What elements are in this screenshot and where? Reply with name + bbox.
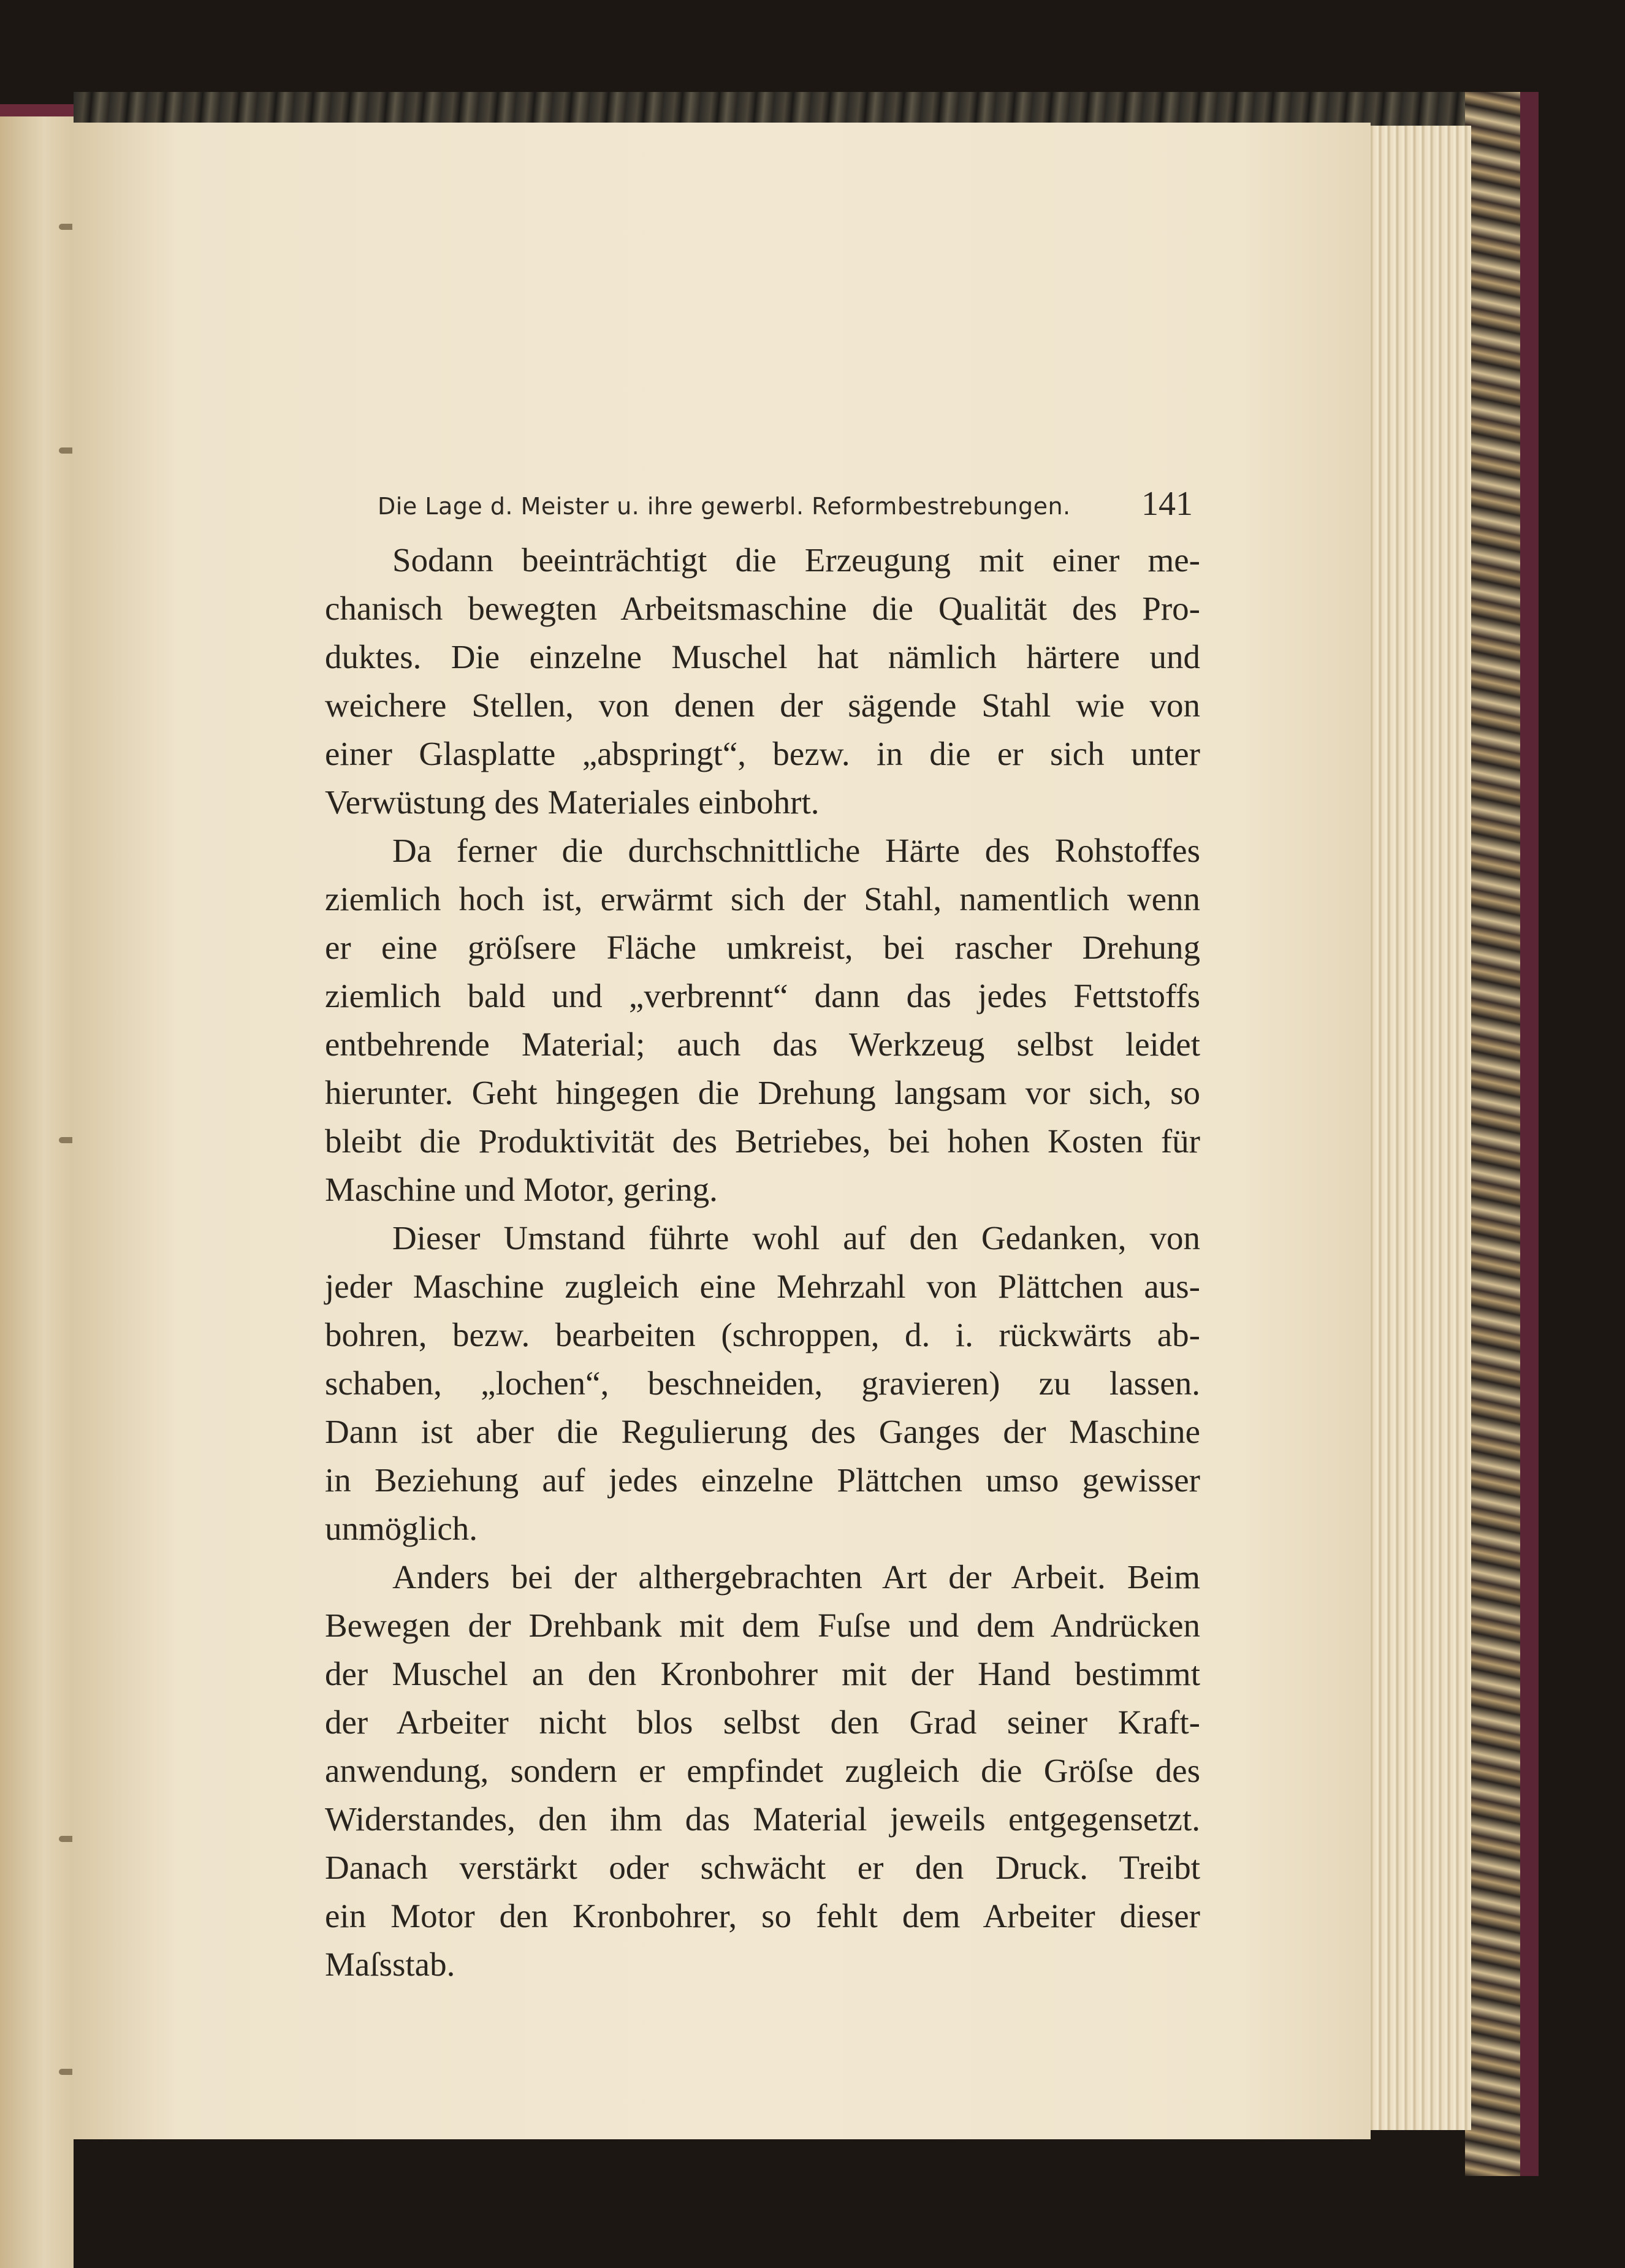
text-line: Anders bei der althergebrachten Art der Arbeit. Beim [392, 1558, 1200, 1596]
text-line: jeder Maschine zugleich eine Mehrzahl von Plättchen aus- [325, 1268, 1200, 1305]
running-head-title: Die Lage d. Meister u. ihre gewerbl. Reformbestrebungen. [378, 493, 1071, 520]
text-line: weichere Stellen, von denen der sägende Stahl wie von [325, 687, 1200, 724]
text-line: anwendung, sondern er empfindet zugleich die Gröſse des [325, 1752, 1200, 1789]
text-line: Bewegen der Drehbank mit dem Fuſse und dem Andrücken [325, 1607, 1200, 1644]
text-line: Da ferner die durchschnittliche Härte des Rohstoffes [392, 832, 1200, 869]
text-line: Dann ist aber die Regulierung des Ganges der Maschine [325, 1413, 1200, 1450]
cover-spine-edge [1520, 92, 1539, 2176]
text-line: Maſsstab. [325, 1946, 455, 1983]
page-number: 141 [1141, 485, 1193, 523]
book-page [72, 123, 1371, 2139]
paragraph [325, 826, 1200, 1214]
text-line: der Muschel an den Kronbohrer mit der Hand bestimmt [325, 1655, 1200, 1692]
text-line: der Arbeiter nicht blos selbst den Grad seiner Kraft- [325, 1703, 1200, 1741]
paragraph [325, 1214, 1200, 1553]
text-line: einer Glasplatte „abspringt“, bezw. in die er sich unter [325, 735, 1200, 772]
text-line: in Beziehung auf jedes einzelne Plättchen umso gewisser [325, 1461, 1200, 1499]
text-line: chanisch bewegten Arbeitsmaschine die Qualität des Pro- [325, 590, 1200, 627]
text-line: duktes. Die einzelne Muschel hat nämlich härtere und [325, 638, 1200, 675]
left-facing-page [0, 116, 74, 2268]
text-line: entbehrende Material; auch das Werkzeug selbst leidet [325, 1026, 1200, 1063]
text-line: ein Motor den Kronbohrer, so fehlt dem Arbeiter dieser [325, 1897, 1200, 1935]
text-line: schaben, „lochen“, beschneiden, gravieren) zu lassen. [325, 1364, 1200, 1402]
text-line: ziemlich bald und „verbrennt“ dann das jedes Fettstoffs [325, 977, 1200, 1014]
text-line: bleibt die Produktivität des Betriebes, bei hohen Kosten für [325, 1122, 1200, 1160]
text-line: Sodann beeinträchtigt die Erzeugung mit einer me- [392, 541, 1200, 579]
text-line: Danach verstärkt oder schwächt er den Druck. Treibt [325, 1849, 1200, 1886]
text-line: ziemlich hoch ist, erwärmt sich der Stahl, namentlich wenn [325, 880, 1200, 918]
text-line: Widerstandes, den ihm das Material jeweils entgegensetzt. [325, 1800, 1200, 1838]
body-text [325, 536, 1200, 1988]
text-block [325, 478, 1200, 1988]
running-head [378, 478, 1193, 527]
text-line: unmöglich. [325, 1510, 478, 1547]
text-line: Maschine und Motor, gering. [325, 1171, 718, 1208]
paragraph [325, 536, 1200, 826]
text-line: bohren, bezw. bearbeiten (schroppen, d. i. rückwärts ab- [325, 1316, 1200, 1353]
text-line: er eine gröſsere Fläche umkreist, bei rascher Drehung [325, 929, 1200, 966]
paragraph [325, 1553, 1200, 1988]
text-line: Verwüstung des Materiales einbohrt. [325, 783, 820, 821]
text-line: hierunter. Geht hingegen die Drehung langsam vor sich, so [325, 1074, 1200, 1111]
text-line: Dieser Umstand führte wohl auf den Gedanken, von [392, 1219, 1200, 1257]
